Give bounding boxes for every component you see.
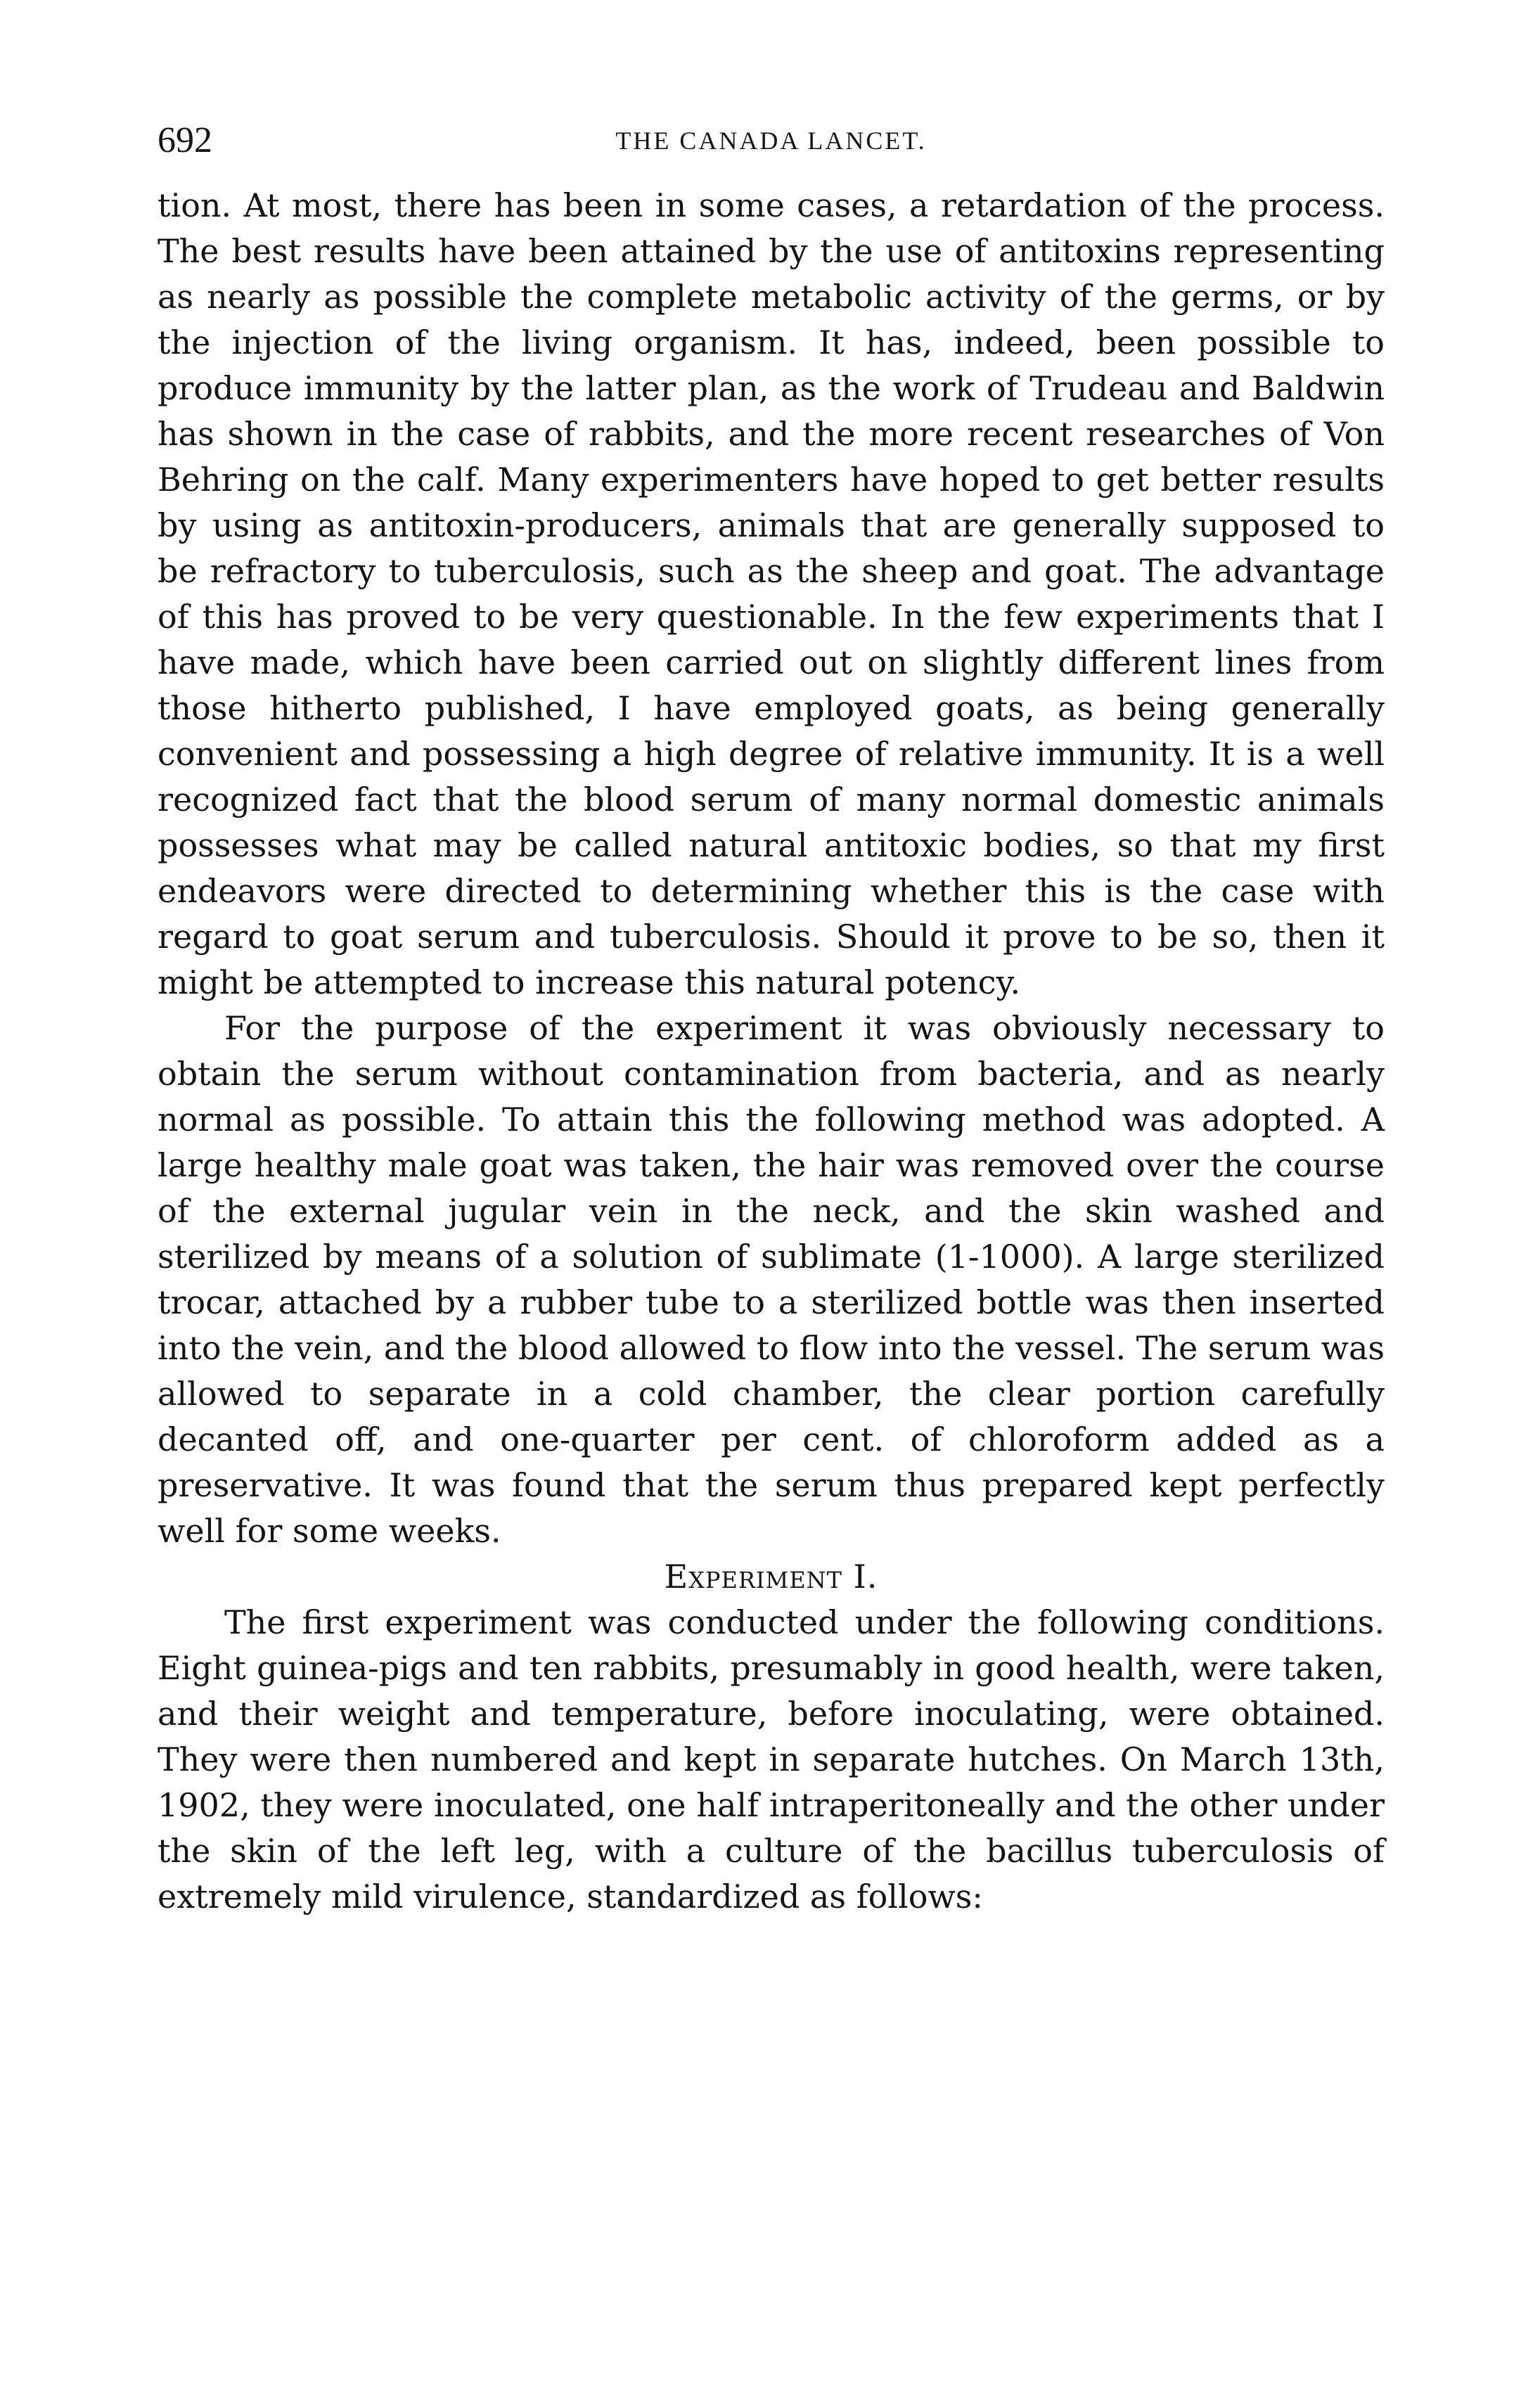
- paragraph-serum-method: For the purpose of the experiment it was obviously necessary to obtain the serum without contamination from bacteria, and as nearly normal as possible. To attain this the following method was adopted. A large healthy male goat was taken, the hair was removed over the course of the external jugular vein in the neck, and the skin washed and sterilized by means of a solution of sublimate (1-1000). A large sterilized trocar, attached by a rubber tube to a sterilized bottle was then inserted into the vein, and the blood allowed to flow into the vessel. The serum was allowed to separate in a cold chamber, the clear portion carefully decanted off, and one-quarter per cent. of chloroform added as a preservative. It was found that the serum thus prepared kept perfectly well for some weeks.: [158, 1009, 1385, 1550]
- running-head: THE CANADA LANCET.: [615, 127, 927, 155]
- page-header: [158, 105, 1385, 162]
- page-number: 692: [158, 120, 212, 160]
- paragraph-continuation: tion. At most, there has been in some cases, a retardation of the process. The best results have been attained by the use of antitoxins representing as nearly as possible the complete metabolic activity of the germs, or by the injection of the living organism. It has, indeed, been possible to produce immunity by the latter plan, as the work of Trudeau and Baldwin has shown in the case of rabbits, and the more recent researches of Von Behring on the calf. Many experimenters have hoped to get better results by using as antitoxin-producers, animals that are generally supposed to be refractory to tuberculosis, such as the sheep and goat. The advantage of this has proved to be very questionable. In the few experiments that I have made, which have been carried out on slightly different lines from those hitherto published, I have employed goats, as being generally convenient and possessing a high degree of relative immunity. It is a well recognized fact that the blood serum of many normal domestic animals possesses what may be called natural antitoxic bodies, so that my first endeavors were directed to determining whether this is the case with regard to goat serum and tuberculosis. Should it prove to be so, then it might be attempted to increase this natural potency.: [158, 186, 1385, 1001]
- article-body: [158, 183, 1385, 1920]
- section-heading: Experiment I.: [664, 1558, 878, 1596]
- document-page: [158, 105, 1385, 1920]
- paragraph-experiment-one: The first experiment was conducted under the following conditions. Eight guinea-pigs and ten rabbits, presumably in good health, were taken, and their weight and temperature, before inoculating, were obtained. They were then numbered and kept in separate hutches. On March 13th, 1902, they were inoculated, one half intraperitoneally and the other under the skin of the left leg, with a culture of the bacillus tuberculosis of extremely mild virulence, standardized as follows:: [158, 1603, 1385, 1916]
